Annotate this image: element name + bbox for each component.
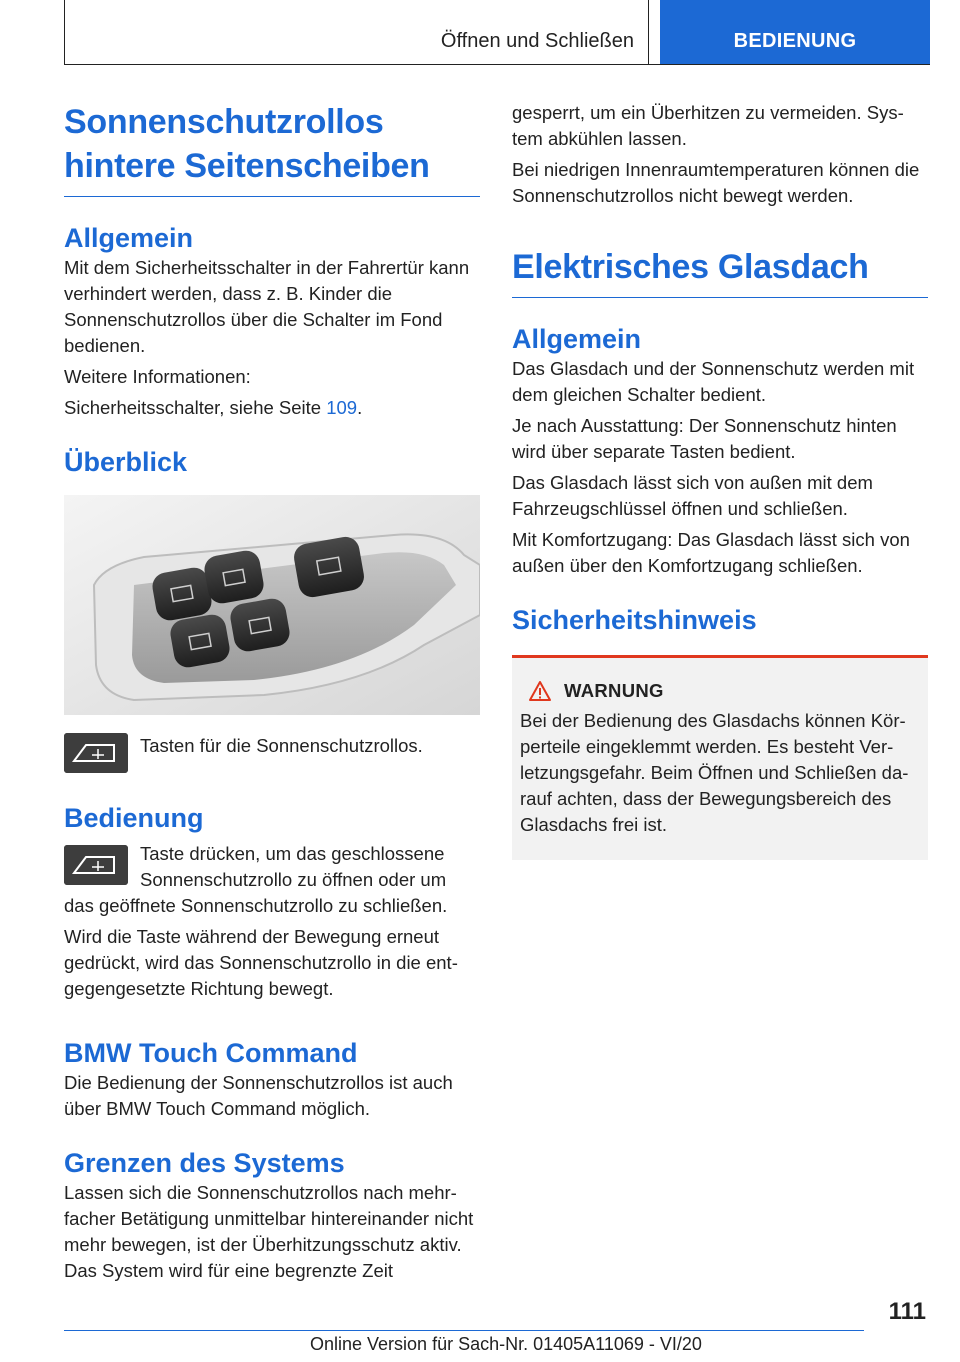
warning-title: WARNUNG — [564, 680, 664, 701]
warning-header — [528, 680, 920, 702]
grenzen-paragraph-1: Lassen sich die Sonnenschutzrollos nach mehr-facher Betätigung unmittelbar hintereinander nicht mehr bewegen, ist der Überhitzungsschutz aktiv. Das System wird für eine begrenzte Zeit — [64, 1182, 474, 1281]
header-section-box — [64, 0, 649, 64]
header-rule — [64, 64, 930, 65]
header-tab-label: BEDIENUNG — [733, 30, 857, 52]
continued-paragraph-2: Bei niedrigen Innenraumtemperaturen können die Sonnenschutzrollos nicht bewegt werden. — [512, 159, 920, 206]
glasdach-paragraph-4: Mit Komfortzugang: Das Glasdach lässt sich von außen über den Komfortzugang schließen. — [512, 529, 910, 576]
heading-bmw-touch-command: BMW Touch Command — [64, 1038, 358, 1068]
overview-caption: Tasten für die Sonnenschutzrollos. — [140, 735, 423, 756]
door-switch-photo — [64, 495, 480, 715]
right-h1-wrap — [512, 245, 928, 298]
page-title-sonnenschutzrollos: Sonnenschutzrollos hintere Seitenscheiben — [64, 103, 430, 185]
page-reference-link[interactable]: 109 — [326, 397, 358, 418]
header-title: Öffnen und Schließen — [440, 30, 634, 52]
left-column — [64, 100, 480, 1284]
right-column — [512, 100, 928, 860]
heading-grenzen-des-systems: Grenzen des Systems — [64, 1148, 345, 1178]
page-number: 111 — [888, 1298, 926, 1325]
bedienung-paragraph-2: Wird die Taste während der Bewegung erneut gedrückt, wird das Sonnenschutzrollo in die ent-gegengesetzte Richtung bewegt. — [64, 926, 458, 999]
allgemein-paragraph-2: Weitere Informationen: — [64, 366, 251, 387]
touch-paragraph-1: Die Bedienung der Sonnenschutzrollos ist auch über BMW Touch Command möglich. — [64, 1072, 453, 1119]
reference-text: Sicherheitsschalter, siehe Seite — [64, 397, 327, 418]
header-tab — [660, 0, 930, 64]
reference-end: . — [357, 397, 363, 418]
caption-row — [64, 733, 480, 773]
footer-rule — [64, 1330, 864, 1331]
continued-paragraph-1: gesperrt, um ein Überhitzen zu vermeiden. Sys-tem abkühlen lassen. — [512, 102, 904, 149]
allgemein-paragraph-3 — [64, 395, 480, 421]
warning-triangle-icon — [528, 680, 552, 702]
glasdach-paragraph-2: Je nach Ausstattung: Der Sonnenschutz hinten wird über separate Tasten bedient. — [512, 415, 897, 462]
bedienung-paragraph-1: Taste drücken, um das geschlossene Sonnenschutzrollo zu öffnen oder um das geöffnete Sonnenschutzrollo zu schließen. — [64, 843, 448, 916]
left-h1-wrap — [64, 100, 480, 197]
sunblind-button-icon-2 — [64, 845, 128, 885]
heading-allgemein: Allgemein — [64, 223, 194, 253]
section-title-glasdach: Elektrisches Glasdach — [512, 248, 869, 286]
footer-version-text: Online Version für Sach-Nr. 01405A11069 - VI/20 — [310, 1334, 702, 1354]
sunblind-button-icon — [64, 733, 128, 773]
heading-sicherheitshinweis: Sicherheitshinweis — [512, 605, 757, 635]
glasdach-paragraph-3: Das Glasdach lässt sich von außen mit dem Fahrzeugschlüssel öffnen und schließen. — [512, 472, 873, 519]
allgemein-paragraph-1: Mit dem Sicherheitsschalter in der Fahrertür kann verhindert werden, dass z. B. Kinder die Sonnenschutzrollos über die Schalter im Fond bedienen. — [64, 257, 470, 356]
heading-bedienung: Bedienung — [64, 803, 204, 833]
glasdach-paragraph-1: Das Glasdach und der Sonnenschutz werden mit dem gleichen Schalter bedient. — [512, 358, 915, 405]
warning-text: Bei der Bedienung des Glasdachs können Kör-perteile eingeklemmt werden. Es besteht Ver-letzungsgefahr. Beim Öffnen und Schließen da-rauf achten, dass der Bewegungsbereich des Glasdachs frei ist. — [520, 710, 909, 835]
heading-ueberblick: Überblick — [64, 447, 188, 477]
warning-box — [512, 655, 928, 860]
heading-allgemein-glasdach: Allgemein — [512, 324, 642, 354]
